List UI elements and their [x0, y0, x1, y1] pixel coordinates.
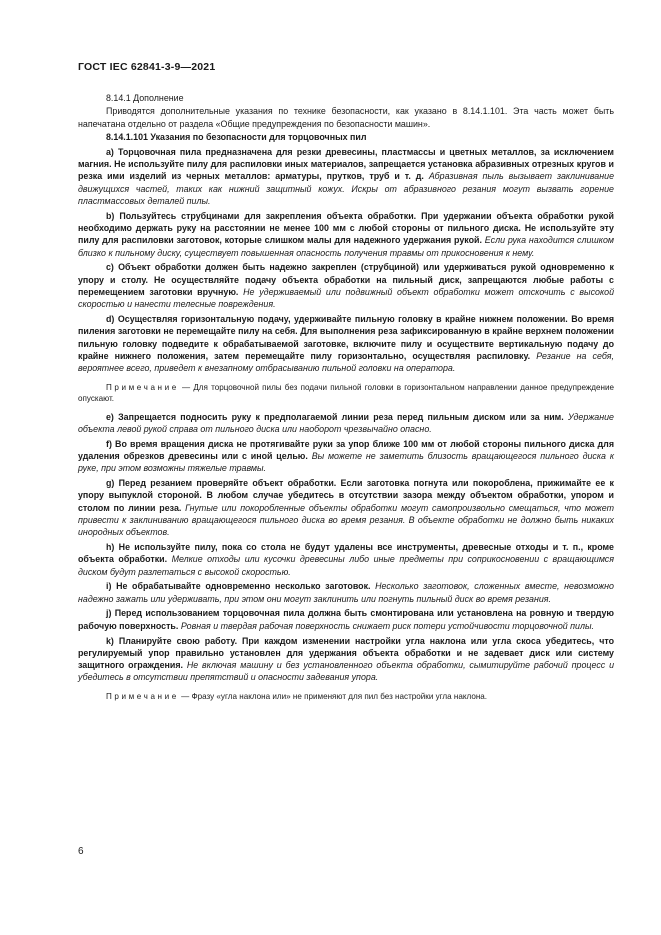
- note-label: Примечание: [106, 691, 179, 701]
- page-number: 6: [78, 846, 84, 857]
- item-g: g) Перед резанием проверяйте объект обработки. Если заготовка погнута или покороблена, прижимайте ее к упору выпуклой стороной. В любом случае убедитесь в отсутствии зазора между объектом обработки, упором и столом по линии реза. Гнутые или покоробленные объекты обработки могут самопроизвольно смещаться, что может привести к заклиниванию вращающегося пильного диска во время резания. В объекте обработки не должно быть никаких инородных объектов.: [78, 478, 615, 538]
- document-body: [78, 92, 614, 708]
- item-i: i) Не обрабатывайте одновременно несколько заготовок. Несколько заготовок, сложенных вместе, невозможно надежно зажать или удерживать, при этом они могут заклинить или погнуть пильный диск во время резания.: [78, 581, 614, 604]
- note-1: Примечание — Для торцовочной пилы без подачи пильной головки в горизонтальном направлении данное предупреждение опускают.: [78, 382, 614, 404]
- section-intro-paragraph: Приводятся дополнительные указания по технике безопасности, как указано в 8.14.1.101. Эта часть может быть напечатана отдельно от раздела «Общие предупреждения по безопасности машин».: [78, 106, 614, 129]
- section-title: 8.14.1.101 Указания по безопасности для торцовочных пил: [106, 131, 367, 142]
- item-k: k) Планируйте свою работу. При каждом изменении настройки угла наклона или угла скоса убедитесь, что регулируемый упор правильно установлен для удержания объекта обработки и не задевает диск или систему защитного ограждения. Не включая машину и без установленного объекта обработки, сымитируйте рабочий процесс и убедитесь в отсутствии препятствий и опасности задевания упора.: [78, 635, 615, 683]
- note-2: Примечание — Фразу «угла наклона или» не применяют для пил без настройки угла наклона.: [106, 691, 488, 701]
- document-header: ГОСТ IEC 62841-3-9—2021: [78, 61, 216, 73]
- note-label: Примечание: [106, 382, 179, 392]
- section-number: 8.14.1 Дополнение: [106, 93, 184, 103]
- item-j: j) Перед использованием торцовочная пила должна быть смонтирована или установлена на ровную и твердую рабочую поверхность. Ровная и твердая рабочая поверхность снижает риск потери устойчивости торцовочной пилы.: [78, 608, 614, 631]
- item-a: а) Торцовочная пила предназначена для резки древесины, пластмассы и цветных металлов, за исключением магния. Не используйте пилу для распиловки иных материалов, запрещается установка абразивных отрезных кругов и резка ими изделий из черных металлов: арматуры, прутков, труб и т. д. Абразивная пыль вызывает заклинивание движущихся частей, таких как нижний защитный кожух. Искры от абразивного резания могут вызвать горение пластмассовых деталей пилы.: [78, 146, 614, 206]
- item-d: d) Осуществляя горизонтальную подачу, удерживайте пильную головку в крайне нижнем положении. Во время пиления заготовки не перемещайте пилу на себя. Для выполнения реза зафиксированную в крайне верхнем положении пильную головку подведите к обрабатываемой заготовке, включите пилу и осуществите вертикальную подачу до крайне нижнего положения, затем перемещайте пилу горизонтально, осуществляя распиловку. Резание на себя, вероятнее всего, приведет к внезапному отбрасыванию пильной головки на оператора.: [78, 314, 614, 374]
- item-h: h) Не используйте пилу, пока со стола не будут удалены все инструменты, древесные отходы и т. п., кроме объекта обработки. Мелкие отходы или кусочки древесины либо иные предметы при соприкосновении с вращающимся диском будут разлетаться с высокой скоростью.: [78, 542, 614, 577]
- item-f: f) Во время вращения диска не протягивайте руки за упор ближе 100 мм от любой стороны пильного диска для удаления обрезков древесины или с иной целью. Вы можете не заметить близость вращающегося пильного диска к руке, при этом возможны тяжелые травмы.: [78, 438, 615, 474]
- item-b: b) Пользуйтесь струбцинами для закрепления объекта обработки. При удержании объекта обработки рукой необходимо держать руку на расстоянии не менее 100 мм с любой стороны от пильного диска. Не используйте эту пилу для распиловки заготовок, которые слишком малы для надежного удержания рукой. Если рука находится слишком близко к пильному диску, существует повышенная опасность получения травмы от прикосновения к нему.: [78, 210, 615, 258]
- item-c: с) Объект обработки должен быть надежно закреплен (струбциной) или удерживаться рукой одновременно к упору и столу. Не осуществляйте подачу объекта обработки на пильный диск, запрещаются любые работы с перемещением заготовки вручную. Не удерживаемый или подвижный объект обработки может отскочить с высокой скоростью и нанести телесные повреждения.: [78, 262, 615, 310]
- item-e: е) Запрещается подносить руку к предполагаемой линии реза перед пильным диском или за ним. Удержание объекта левой рукой справа от пильного диска или наоборот чрезвычайно опасно.: [78, 411, 614, 434]
